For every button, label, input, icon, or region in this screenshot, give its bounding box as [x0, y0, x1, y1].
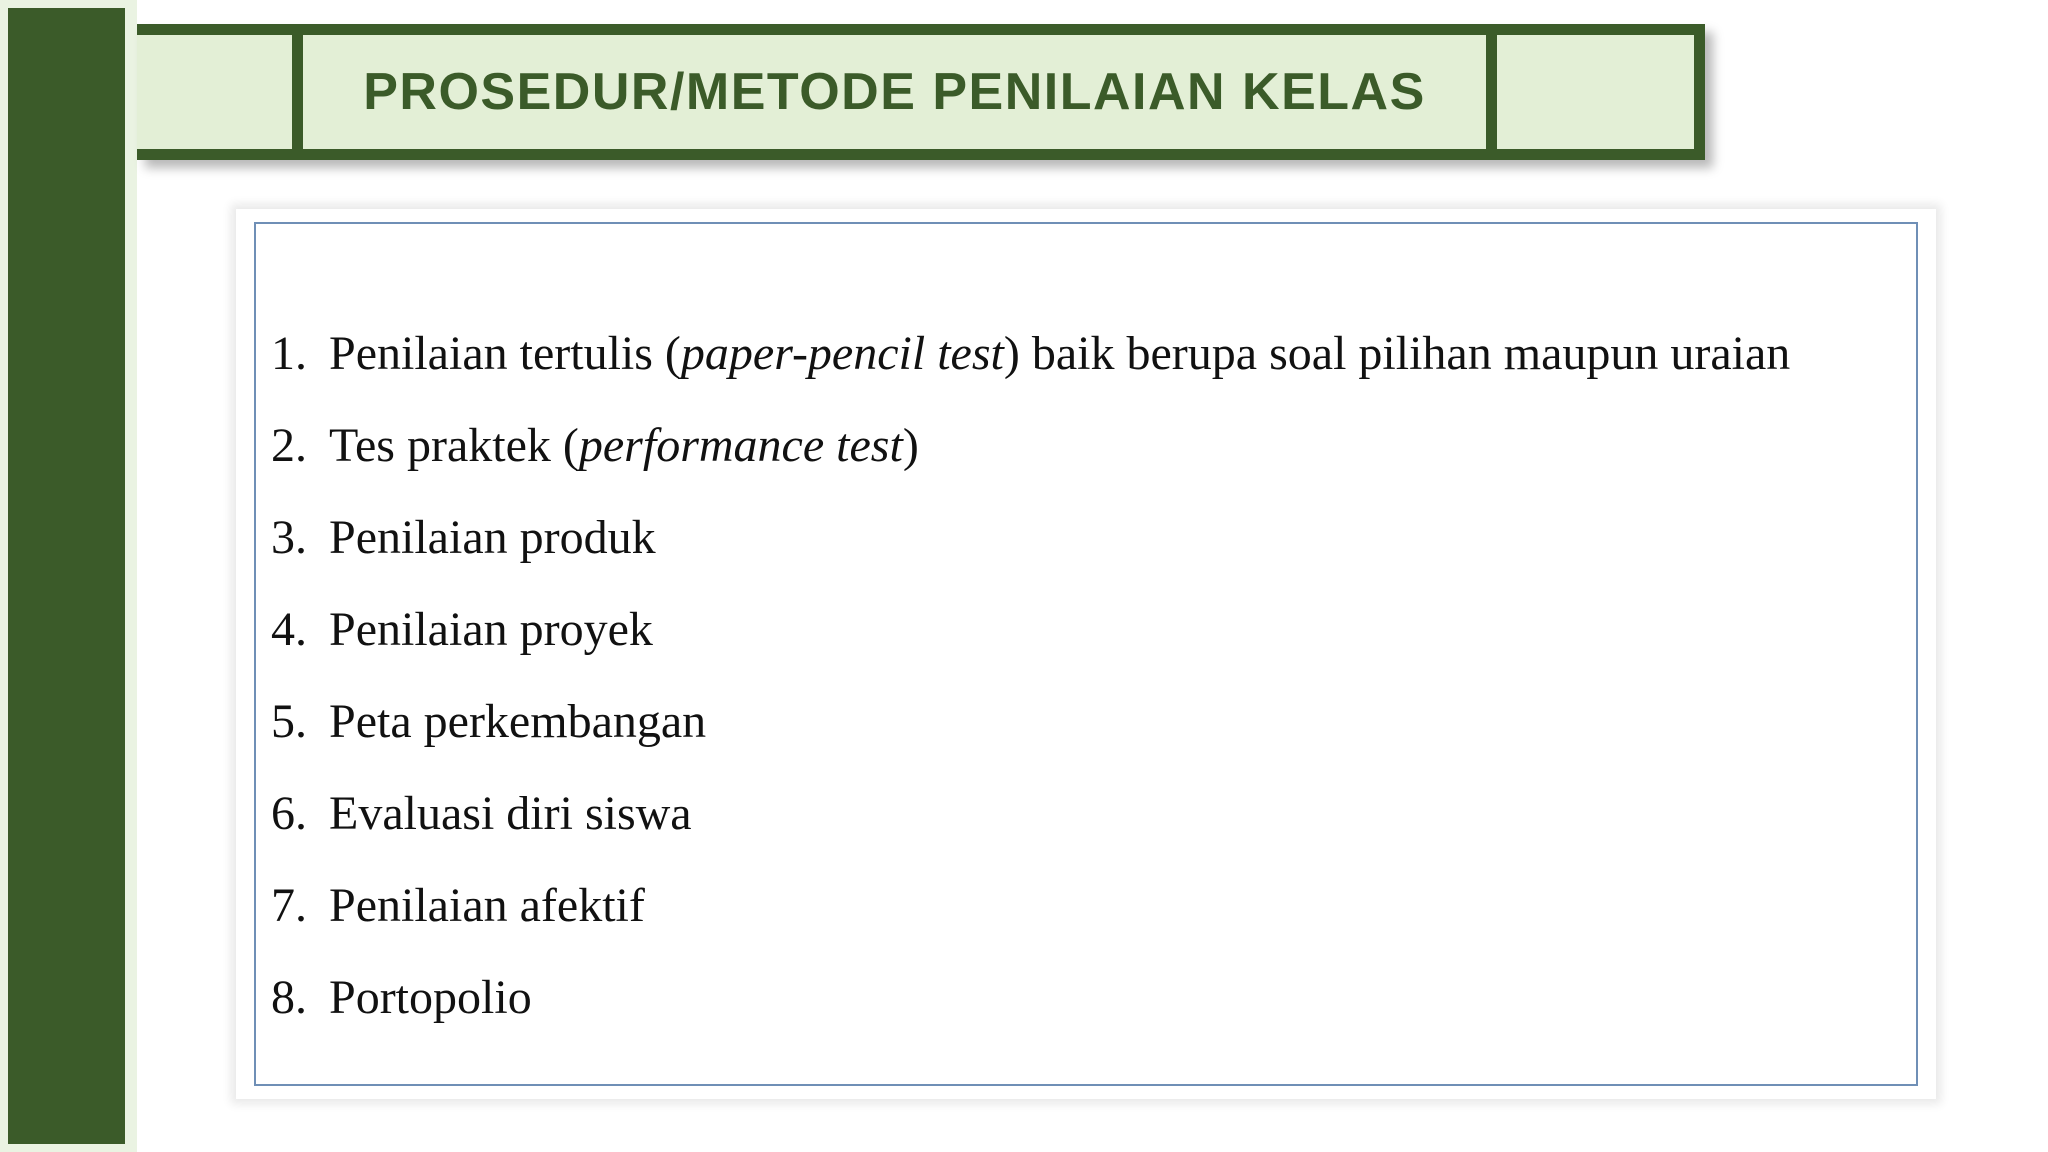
list-item — [271, 859, 1790, 951]
list-item — [271, 399, 1790, 491]
assessment-method-list — [271, 307, 1790, 1043]
title-divider-left — [292, 35, 303, 149]
list-item-number: 4. — [271, 602, 307, 656]
list-item-number: 1. — [271, 326, 307, 380]
list-item-number: 3. — [271, 510, 307, 564]
list-item-number: 7. — [271, 878, 307, 932]
list-item-text: Penilaian tertulis (paper-pencil test) baik berupa soal pilihan maupun uraian — [329, 326, 1791, 380]
list-item-number: 6. — [271, 786, 307, 840]
list-item-text: Penilaian afektif — [329, 878, 645, 932]
list-item-text: Penilaian proyek — [329, 602, 653, 656]
list-item — [271, 675, 1790, 767]
left-accent-bar — [0, 0, 137, 1152]
list-item-text: Penilaian produk — [329, 510, 656, 564]
slide-title: PROSEDUR/METODE PENILAIAN KELAS — [363, 63, 1426, 121]
list-item-number: 8. — [271, 970, 307, 1024]
list-item-number: 2. — [271, 418, 307, 472]
content-box — [254, 222, 1918, 1086]
list-item — [271, 583, 1790, 675]
content-frame — [236, 209, 1936, 1099]
title-divider-right — [1486, 35, 1497, 149]
left-accent-bar-fill — [8, 8, 125, 1144]
list-item-text: Portopolio — [329, 970, 532, 1024]
list-item-number: 5. — [271, 694, 307, 748]
list-item — [271, 307, 1790, 399]
list-item — [271, 767, 1790, 859]
list-item — [271, 491, 1790, 583]
list-item — [271, 951, 1790, 1043]
list-item-text: Peta perkembangan — [329, 694, 707, 748]
title-banner — [137, 24, 1705, 160]
list-item-text: Evaluasi diri siswa — [329, 786, 692, 840]
list-item-text: Tes praktek (performance test) — [329, 418, 919, 472]
